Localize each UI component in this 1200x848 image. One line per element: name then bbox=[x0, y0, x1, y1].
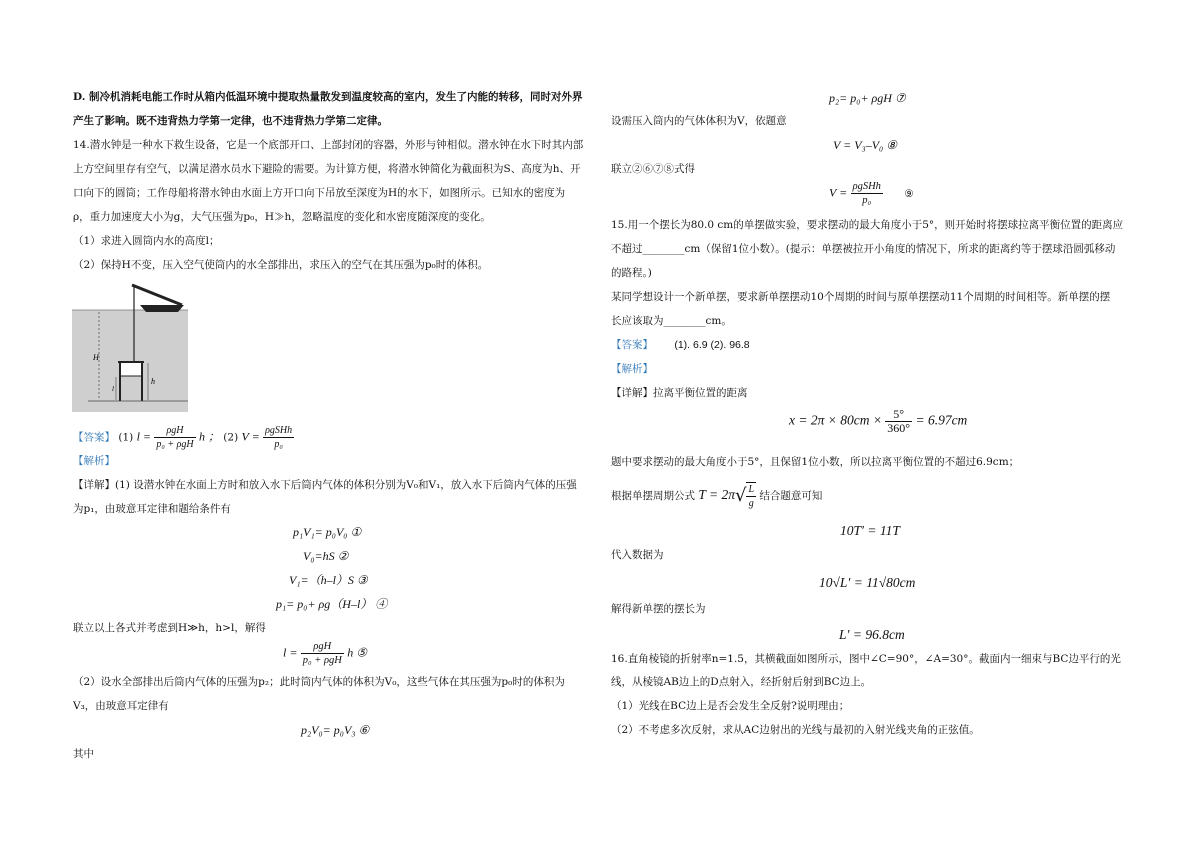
dimension-h-label: h bbox=[151, 377, 155, 386]
eq9-denominator: p₀ bbox=[862, 195, 872, 206]
q15-line-3: 的路程。) bbox=[611, 267, 652, 279]
eq9-tail: ⑨ bbox=[904, 187, 914, 200]
answer-l-numerator: ρgH bbox=[154, 424, 195, 438]
part-2-line-1: （2）设水全部排出后筒内气体的压强为p₂；此时筒内气体的体积为V₀，这些气体在其压强为p₀时的体积为 bbox=[73, 676, 565, 688]
q15-line-4: 某同学想设计一个新单摆，要求新单摆摆动10个周期的时间与原单摆摆动11个周期的时间相等。新单摆的摆 bbox=[611, 291, 1111, 303]
equation-4: p₁= p₀+ ρg（H–l） ④ bbox=[276, 597, 388, 611]
substitute-line: 代入数据为 bbox=[611, 549, 664, 561]
equation-5 bbox=[283, 640, 367, 667]
answer-v-numerator: ρgSHh bbox=[265, 425, 293, 436]
eq5-lhs: l = bbox=[283, 645, 298, 660]
combine-line: 联立以上各式并考虑到H≫h，h>l，解得 bbox=[73, 622, 266, 634]
mother-ship bbox=[140, 305, 184, 312]
q15-line-5: 长应该取为________cm。 bbox=[611, 315, 732, 327]
detail-line-2: 为p₁，由玻意耳定律和题给条件有 bbox=[73, 503, 231, 515]
equation-result: L′ = 96.8cm bbox=[839, 627, 905, 642]
equation-10t: 10T′ = 11T bbox=[840, 523, 900, 538]
part-2-line-2: V₃，由玻意耳定律有 bbox=[73, 700, 169, 712]
limit-line: 题中要求摆动的最大角度小于5°，且保留1位小数，所以拉离平衡位置的不超过6.9cm； bbox=[611, 456, 1020, 468]
eq-x-numerator: 5° bbox=[885, 408, 912, 422]
eq-x-fraction bbox=[885, 408, 912, 435]
q14-subquestion-2: （2）保持H不变，压入空气使筒内的水全部排出，求压入的空气在其压强为p₀时的体积。 bbox=[73, 259, 489, 271]
q16-subquestion-1: （1）光线在BC边上是否会发生全反射?说明理由； bbox=[611, 700, 850, 712]
analysis-tag: 【解析】 bbox=[73, 455, 115, 467]
equation-x bbox=[789, 408, 967, 435]
q14-subquestion-1: （1）求进入圆筒内水的高度l； bbox=[73, 235, 220, 247]
answer-l-lhs: l = bbox=[136, 429, 151, 444]
eq5-fraction bbox=[301, 640, 344, 667]
analysis-tag-right: 【解析】 bbox=[611, 363, 653, 375]
equation-8: V = V₃–V₀ ⑧ bbox=[833, 138, 897, 152]
q14-text-line-2: 上方空间里存有空气，以满足潜水员水下避险的需要。为计算方便，将潜水钟简化为截面积为S、高度为h、开 bbox=[73, 163, 581, 175]
period-formula-lhs: T = 2π bbox=[698, 487, 735, 502]
eq9-numerator: ρgSHh bbox=[852, 181, 881, 192]
dimension-H-label: H bbox=[93, 353, 99, 362]
period-prefix: 根据单摆周期公式 bbox=[611, 490, 695, 502]
assume-line: 设需压入筒内的气体体积为V，依题意 bbox=[611, 115, 787, 127]
q16-line-1: 16.直角棱镜的折射率n=1.5，其横截面如图所示，图中∠C=90°，∠A=30°。截面内一细束与BC边平行的光 bbox=[611, 653, 1121, 665]
eq5-denominator: p₀ + ρgH bbox=[302, 655, 342, 666]
combine-line-right: 联立②⑥⑦⑧式得 bbox=[611, 163, 695, 175]
answer-v-denominator: p₀ bbox=[274, 439, 283, 450]
period-denominator: g bbox=[748, 498, 754, 509]
eq5-numerator: ρgH bbox=[301, 640, 344, 654]
q15-answer-row bbox=[611, 334, 750, 358]
eq9-lhs: V = bbox=[829, 185, 848, 200]
eq5-tail: h ⑤ bbox=[347, 645, 367, 660]
dimension-l-label: l bbox=[112, 385, 114, 393]
answer-v-lhs: V = bbox=[241, 429, 260, 444]
equation-7: p₂= p₀+ ρgH ⑦ bbox=[829, 91, 906, 105]
period-line bbox=[611, 482, 822, 510]
q16-line-2: 线，从棱镜AB边上的D点射入，经折射后射到BC边上。 bbox=[611, 676, 872, 688]
equation-2: V₀=hS ② bbox=[303, 549, 349, 563]
detail-line-1: 【详解】(1) 设潜水钟在水面上方时和放入水下后筒内气体的体积分别为V₀和V₁，放入水下后筒内气体的压强 bbox=[73, 479, 577, 491]
answer-l-fraction bbox=[154, 424, 195, 451]
q14-text-line-1: 14.潜水钟是一种水下救生设备，它是一个底部开口、上部封闭的容器，外形与钟相似。潜水钟在水下时其内部 bbox=[73, 139, 584, 151]
detail-line-right: 【详解】拉离平衡位置的距离 bbox=[611, 387, 748, 399]
answer-l-denominator: p₀ + ρgH bbox=[156, 439, 194, 450]
sqrt-symbol: √ bbox=[734, 485, 747, 506]
eq9-fraction bbox=[851, 180, 883, 207]
diving-bell-diagram bbox=[72, 283, 188, 412]
q15-line-1: 15.用一个摆长为80.0 cm的单摆做实验，要求摆动的最大角度小于5°，则开始时将摆球拉离平衡位置的距离应 bbox=[611, 219, 1124, 231]
equation-6: p₂V₀= p₀V₃ ⑥ bbox=[301, 723, 370, 737]
period-numerator: L bbox=[748, 484, 755, 495]
bell-air-space bbox=[120, 362, 142, 376]
option-d-line-1: D. 制冷机消耗电能工作时从箱内低温环境中提取热量散发到温度较高的室内，发生了内能的转移，同时对外界 bbox=[73, 91, 583, 103]
equation-substituted: 10√L′ = 11√80cm bbox=[819, 575, 916, 590]
option-d-line-2: 产生了影响。既不违背热力学第一定律，也不违背热力学第二定律。 bbox=[73, 115, 388, 127]
crane-brace bbox=[138, 287, 172, 301]
answer-l-tail: h ； bbox=[198, 429, 220, 444]
q14-answer-row bbox=[73, 424, 294, 451]
answer-v-fraction bbox=[263, 424, 294, 451]
qizhong-text: 其中 bbox=[73, 748, 94, 760]
answer-tag-right: 【答案】 bbox=[611, 339, 653, 351]
equation-9 bbox=[829, 180, 914, 207]
answer-part-1-prefix: (1) bbox=[118, 431, 134, 444]
equation-1: p₁V₁= p₀V₀ ① bbox=[293, 525, 362, 539]
q14-text-line-4: ρ，重力加速度大小为g，大气压强为p₀，H≫h，忽略温度的变化和水密度随深度的变化。 bbox=[73, 211, 491, 223]
eq-x-lhs: x = 2π × 80cm × bbox=[789, 412, 882, 428]
answer-tag: 【答案】 bbox=[73, 431, 115, 444]
q16-subquestion-2: （2）不考虑多次反射，求从AC边射出的光线与最初的入射光线夹角的正弦值。 bbox=[611, 724, 980, 736]
period-suffix: 结合题意可知 bbox=[759, 490, 823, 502]
equation-3: V₁=（h–l）S ③ bbox=[289, 573, 368, 587]
answer-values: (1). 6.9 (2). 96.8 bbox=[674, 339, 750, 351]
solve-line: 解得新单摆的摆长为 bbox=[611, 603, 706, 615]
answer-part-2-prefix: (2) bbox=[223, 431, 239, 444]
eq-x-denominator: 360° bbox=[887, 421, 911, 435]
period-fraction bbox=[746, 482, 756, 510]
q14-text-line-3: 口向下的圆筒；工作母船将潜水钟由水面上方开口向下吊放至深度为H的水下，如图所示。已知水的密度为 bbox=[73, 187, 566, 199]
q15-line-2: 不超过________cm（保留1位小数）。(提示：单摆被拉开小角度的情况下，所求的距离约等于摆球沿圆弧移动 bbox=[611, 243, 1116, 255]
eq-x-tail: = 6.97cm bbox=[915, 412, 968, 428]
